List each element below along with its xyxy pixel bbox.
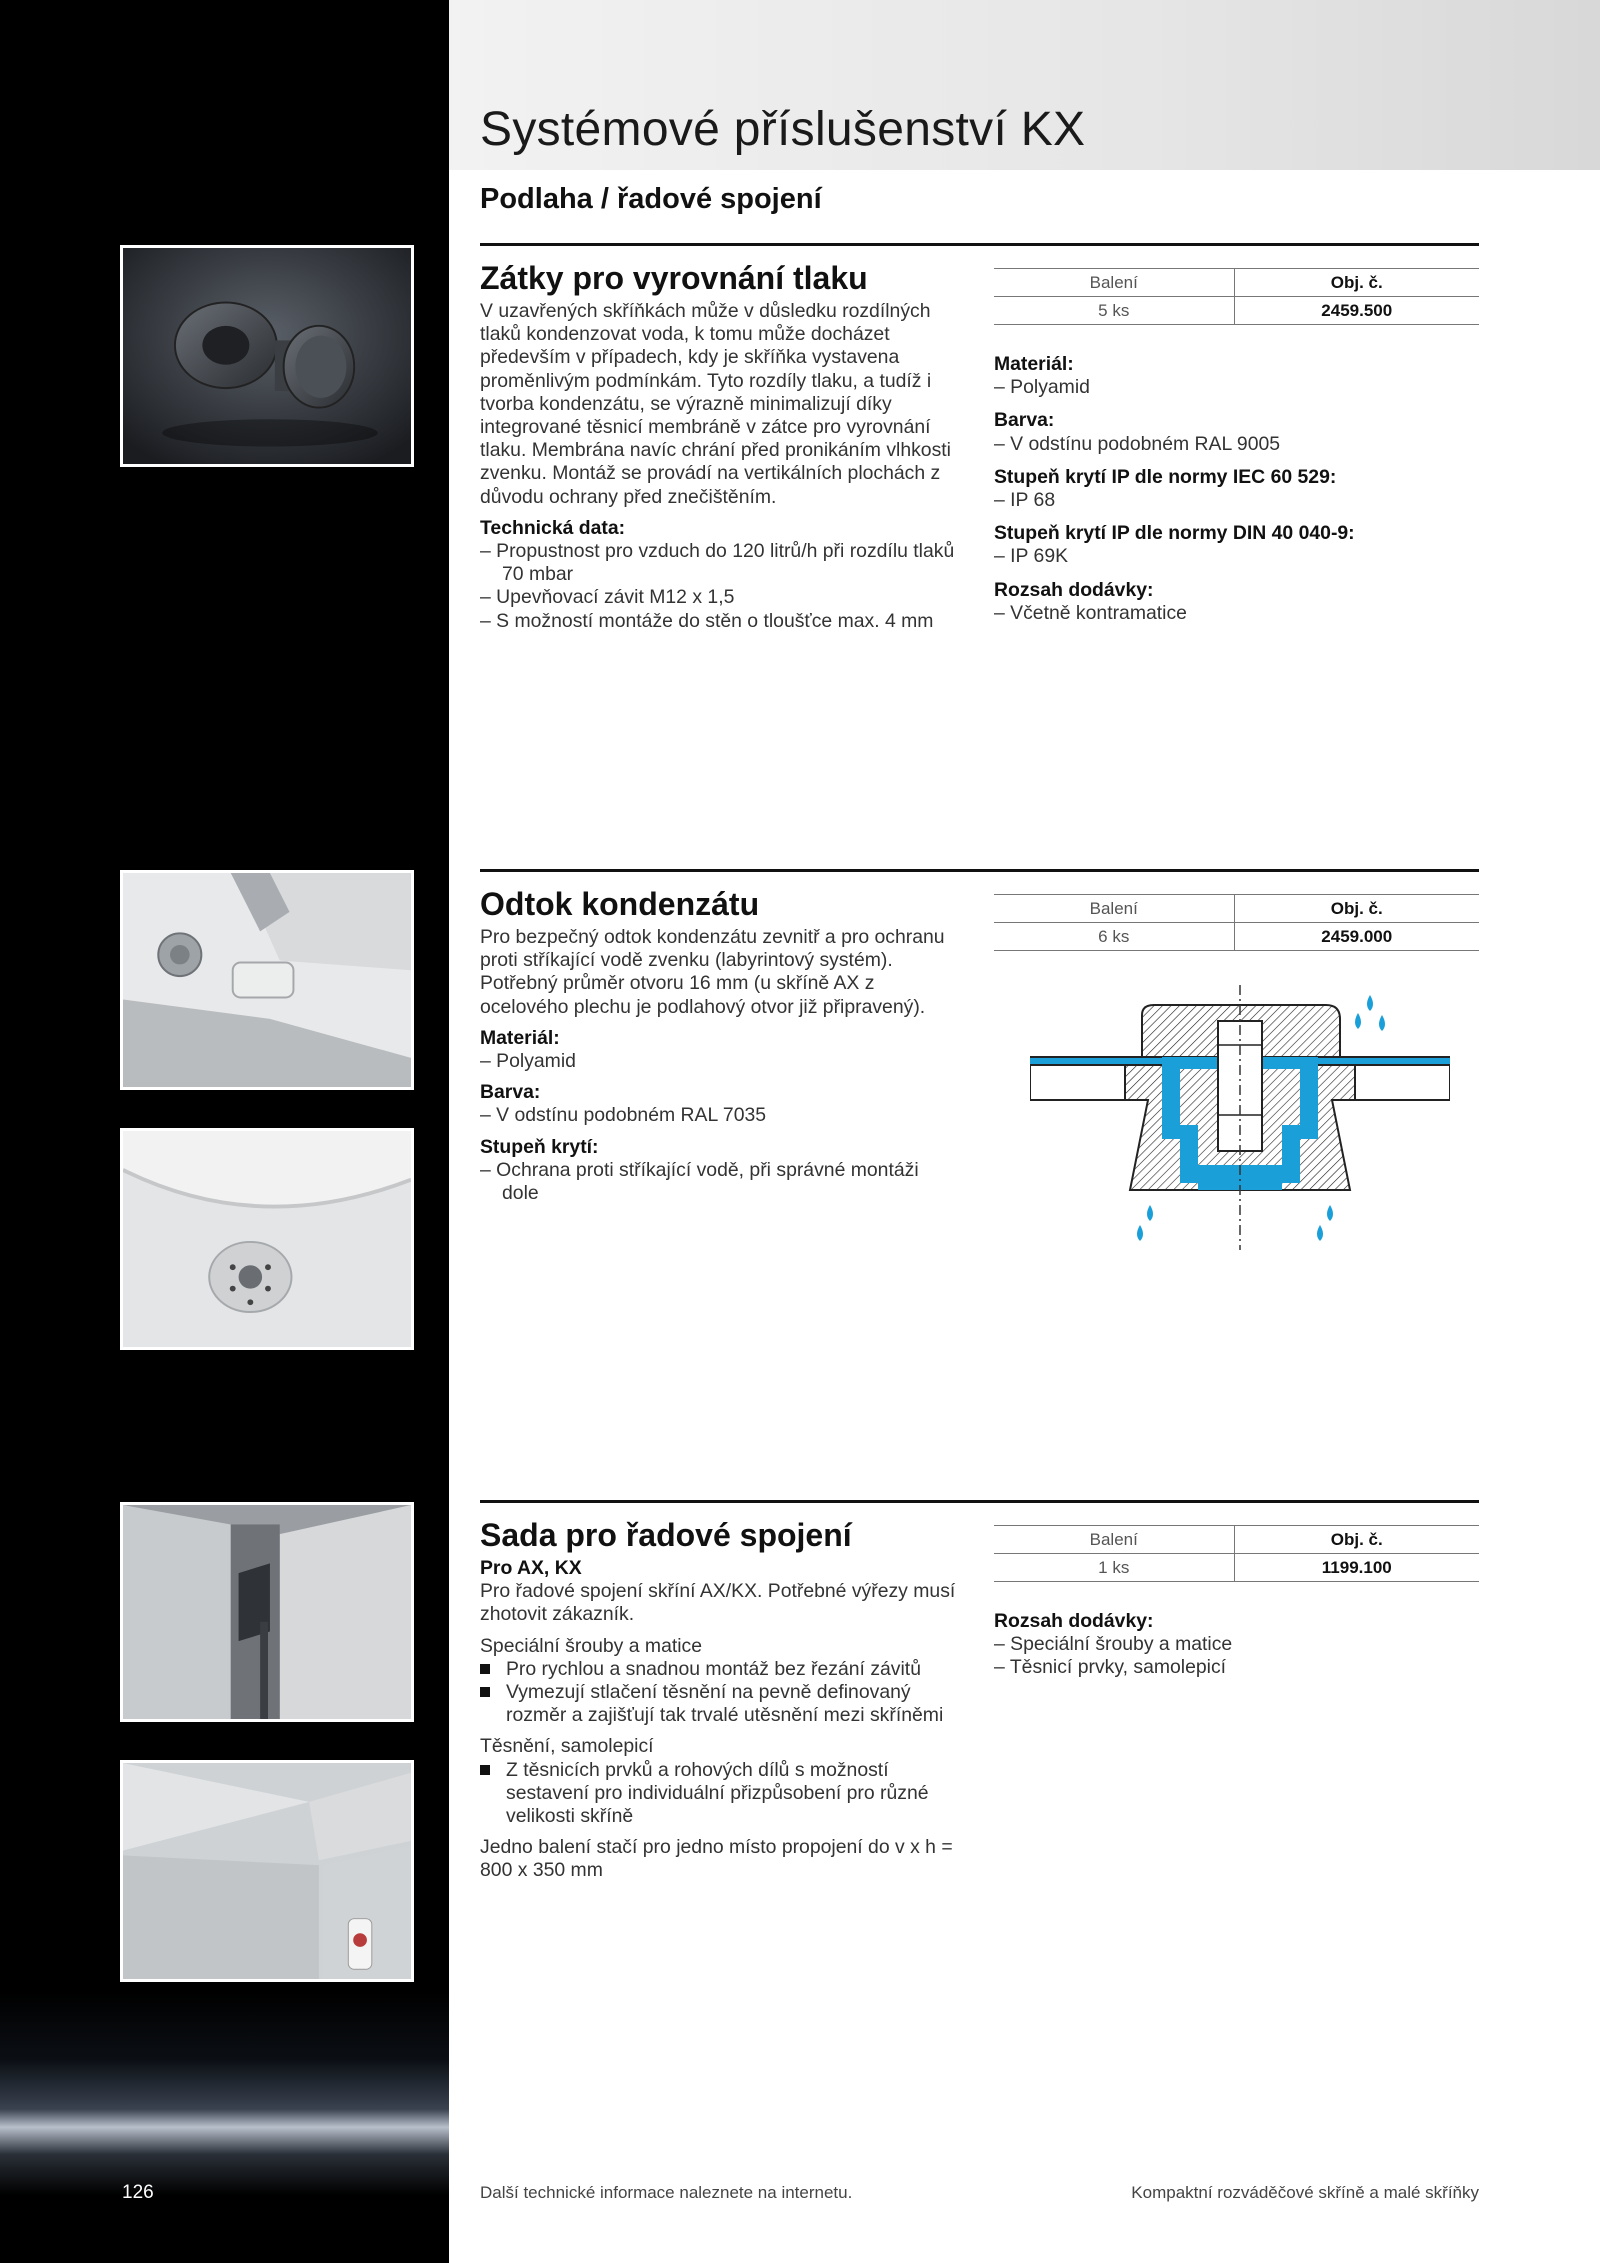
section1-scope-heading: Rozsah dodávky: [994,578,1154,601]
page-title: Systémové příslušenství KX [480,103,1086,156]
packaging-value: 6 ks [994,923,1234,951]
section1-tech-heading: Technická data: [480,516,626,539]
section1-rule [480,243,1479,246]
packaging-header: Balení [994,1526,1234,1554]
page-subtitle: Podlaha / řadové spojení [480,183,822,215]
section3-note: Jedno balení stačí pro jedno místo propojení do v x h = 800 x 350 mm [480,1836,953,1882]
order-no-header: Obj. č. [1234,269,1479,297]
order-no-value: 1199.100 [1234,1554,1479,1582]
section1-material-heading: Materiál: [994,353,1074,375]
section2-title: Odtok kondenzátu [480,886,760,922]
section3-scope-item: – Těsnicí prvky, samolepicí [994,1656,1227,1679]
order-no-header: Obj. č. [1234,1526,1479,1554]
section3-group1-item: Pro rychlou a snadnou montáž bez řezání závitů [480,1658,960,1681]
footer-info: Další technické informace naleznete na internetu. [480,2183,853,2202]
packaging-value: 5 ks [994,297,1234,325]
section1-body [480,300,960,641]
section2-right [994,894,1479,951]
section1-color-heading: Barva: [994,409,1055,432]
section2-material: – Polyamid [480,1050,576,1073]
page-number: 126 [122,2182,154,2203]
order-no-header: Obj. č. [1234,895,1479,923]
section3-spec-table [994,1525,1479,1582]
section1-ip1: – IP 68 [994,489,1056,512]
section1-ip2-heading: Stupeň krytí IP dle normy DIN 40 040-9: [994,522,1355,545]
section3-description: Pro řadové spojení skříní AX/KX. Potřebné výřezy musí zhotovit zákazník. [480,1580,956,1626]
section1-ip2: – IP 69K [994,545,1069,568]
drain-cross-section-diagram [1030,985,1450,1250]
section1-spec-table [994,268,1479,325]
packaging-header: Balení [994,895,1234,923]
section2-color-heading: Barva: [480,1081,541,1104]
pressure-plug-photo [120,245,414,467]
section2-color: – V odstínu podobném RAL 7035 [480,1104,767,1127]
section1-material: – Polyamid [994,376,1090,399]
order-no-value: 2459.500 [1234,297,1479,325]
packaging-header: Balení [994,269,1234,297]
section3-scope-item: – Speciální šrouby a matice [994,1633,1233,1656]
section1-description: V uzavřených skříňkách může v důsledku rozdílných tlaků kondenzovat voda, k tomu může docházet především v případech, kdy je skříňka vystavena proměnlivým podmínkám. Tyto rozdíly tlaku, a tudíž i tvorba kondenzátu, se výrazně minimalizují díky integrované těsnicí membráně v zátce pro vyrovnání tlaku. Membrána navíc chrání před pronikáním vlhkosti zvenku. Montáž se provádí na vertikálních plochách z důvodu ochrany před znečištěním. [480,300,951,508]
section2-description: Pro bezpečný odtok kondenzátu zevnitř a pro ochranu proti stříkající vodě zvenku (labyrintový systém). Potřebný průměr otvoru 16 mm (u skříně AX z ocelového plechu je podlahový otvor již připravený). [480,926,945,1018]
section3-subtitle: Pro AX, KX [480,1557,582,1579]
section2-rule [480,869,1479,872]
drain-photo-bottom [120,1128,414,1350]
section1-tech-item: – S možností montáže do stěn o tloušťce max. 4 mm [480,609,934,632]
section1-right [994,268,1479,625]
section1-tech-item: – Propustnost pro vzduch do 120 litrů/h při rozdílu tlaků 70 mbar [480,540,955,586]
packaging-value: 1 ks [994,1554,1234,1582]
section3-right [994,1525,1479,1680]
section2-material-heading: Materiál: [480,1026,560,1049]
section3-group1-heading: Speciální šrouby a matice [480,1634,703,1657]
connection-kit-photo-top [120,1502,414,1722]
drain-photo-top [120,870,414,1090]
footer-catalog-title: Kompaktní rozváděčové skříně a malé skříňky [1131,2183,1479,2202]
section2-protection: – Ochrana proti stříkající vodě, při správné montáži dole [480,1158,919,1205]
section2-spec-table [994,894,1479,951]
section3-body [480,1557,960,1891]
section3-rule [480,1500,1479,1503]
section1-tech-item: – Upevňovací závit M12 x 1,5 [480,586,735,609]
section1-scope: – Včetně kontramatice [994,601,1187,624]
section3-group1-item: Vymezují stlačení těsnění na pevně definovaný rozměr a zajišťují tak trvalé utěsnění mezi skříněmi [480,1681,960,1727]
section2-protection-heading: Stupeň krytí: [480,1135,599,1158]
connection-kit-photo-bottom [120,1760,414,1982]
section3-scope-heading: Rozsah dodávky: [994,1610,1154,1632]
order-no-value: 2459.000 [1234,923,1479,951]
section2-body [480,926,960,1213]
section3-group2-heading: Těsnění, samolepicí [480,1735,654,1758]
section1-ip1-heading: Stupeň krytí IP dle normy IEC 60 529: [994,465,1337,488]
section3-title: Sada pro řadové spojení [480,1517,852,1553]
section1-color: – V odstínu podobném RAL 9005 [994,432,1281,455]
section3-group2-item: Z těsnicích prvků a rohových dílů s možností sestavení pro individuální přizpůsobení pro různé velikosti skříně [480,1759,960,1829]
section1-title: Zátky pro vyrovnání tlaku [480,260,868,296]
